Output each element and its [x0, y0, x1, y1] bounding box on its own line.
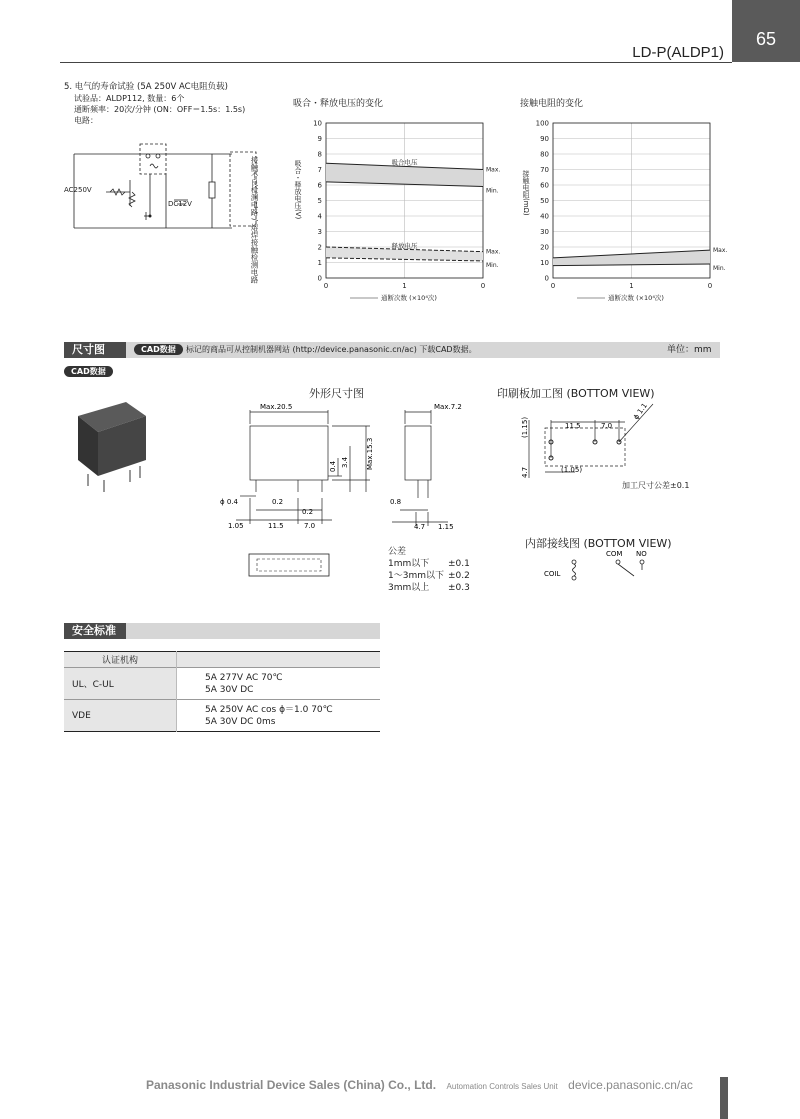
resistance-chart — [537, 115, 737, 305]
model-title: LD-P(ALDP1) — [632, 44, 724, 61]
safety-rating: 5A 30V DC 0ms — [205, 716, 276, 727]
min-label: Min. — [486, 187, 499, 195]
wiring-diagram — [540, 548, 670, 586]
tolerance-block — [388, 546, 470, 594]
y-tick-label: 50 — [540, 197, 549, 205]
y-tick-label: 0 — [544, 274, 549, 283]
safety-title: 安全标准 — [64, 623, 126, 639]
band-label: 吸合电压 — [391, 158, 418, 167]
coil-label: COIL — [544, 570, 561, 578]
life-test-frequency: 通断频率：20次/分钟 (ON：OFF＝1.5s：1.5s) — [74, 105, 246, 114]
page-number-tab — [732, 0, 800, 62]
pcb-dim-1-05: (1.05) — [561, 466, 583, 474]
ac-label: AC250V — [64, 186, 92, 194]
dim-max-20-5: Max.20.5 — [260, 403, 293, 411]
pcb-dim-1-15: (1.15) — [521, 416, 529, 438]
y-tick-label: 6 — [317, 181, 322, 190]
safety-rating: 5A 277V AC 70℃ — [205, 672, 283, 683]
dim-1-05: 1.05 — [228, 522, 244, 530]
band-label: 释放电压 — [391, 242, 418, 250]
voltage-chart-ylabel: 吸合・释放电压(V) — [294, 160, 302, 220]
y-tick-label: 20 — [540, 243, 549, 252]
y-tick-label: 60 — [540, 181, 549, 190]
x-axis-label: 通断次数 (×10⁴次) — [608, 294, 664, 302]
detector-label: 接触不良检测电路 / 熔焊接触检测电路 — [250, 156, 259, 284]
x-tick-label: 0 — [550, 282, 556, 290]
x-tick-label: 1 — [402, 282, 407, 290]
dim-0-8: 0.8 — [390, 498, 402, 506]
min-label: Min. — [713, 265, 726, 273]
resistance-chart-ylabel: 接触电阻(mΩ) — [522, 170, 530, 216]
outline-drawing — [220, 398, 470, 533]
pcb-dim-7-0: 7.0 — [601, 422, 613, 430]
life-test-title: 5. 电气的寿命试验 (5A 250V AC电阻负载) — [64, 82, 228, 92]
min-label: Min. — [486, 261, 499, 269]
tolerance-range: 1～3mm以下 — [388, 571, 444, 581]
y-tick-label: 5 — [317, 197, 322, 205]
pcb-drawing-title: 印刷板加工图 (BOTTOM VIEW) — [497, 387, 655, 400]
pcb-drawing — [515, 398, 675, 488]
pcb-hole-diameter: ϕ 1.1 — [632, 401, 649, 422]
tolerance-value: ±0.3 — [448, 583, 470, 593]
life-test-block — [64, 82, 245, 126]
cad-badge: CAD数据 — [134, 344, 183, 355]
no-label: NO — [636, 550, 647, 558]
y-tick-label: 9 — [317, 135, 322, 143]
safety-rating: 5A 250V AC cos ϕ＝1.0 70℃ — [205, 704, 333, 715]
life-test-circuit-label: 电路： — [74, 116, 98, 125]
x-tick-label: 0 — [707, 282, 713, 290]
y-tick-label: 90 — [540, 135, 549, 143]
header-divider — [60, 62, 732, 63]
y-tick-label: 8 — [317, 150, 322, 159]
tolerance-value: ±0.1 — [448, 559, 470, 569]
voltage-chart — [310, 115, 510, 305]
dim-4-7: 4.7 — [414, 523, 426, 531]
dim-3-4: 3.4 — [341, 456, 349, 468]
max-label: Max. — [486, 248, 501, 256]
y-tick-label: 30 — [540, 228, 549, 236]
life-test-sample: 试验品：ALDP112, 数量：6个 — [74, 94, 185, 103]
cad-badge-secondary: CAD数据 — [64, 366, 113, 377]
max-label: Max. — [713, 247, 728, 255]
y-tick-label: 10 — [540, 259, 549, 267]
dim-phi-0-4: ϕ 0.4 — [220, 498, 238, 506]
footer — [146, 1076, 693, 1094]
dim-11-5: 11.5 — [268, 522, 284, 530]
y-tick-label: 3 — [317, 228, 322, 236]
cad-note: 标记的商品可从控制机器网站 (http://device.panasonic.cn/ac) 下载CAD数据。 — [186, 345, 477, 354]
x-tick-label: 0 — [480, 282, 486, 290]
dim-0-4-vertical: 0.4 — [329, 460, 337, 472]
footer-company: Panasonic Industrial Device Sales (China) Co., Ltd. — [146, 1078, 437, 1092]
y-tick-label: 7 — [317, 166, 322, 174]
y-tick-label: 0 — [317, 274, 322, 283]
y-tick-label: 1 — [317, 259, 322, 267]
outline-drawing-title: 外形尺寸图 — [309, 387, 364, 400]
y-tick-label: 100 — [535, 119, 549, 128]
tolerance-range: 3mm以上 — [388, 583, 430, 593]
y-tick-label: 40 — [540, 212, 549, 221]
x-axis-label: 通断次数 (×10⁴次) — [381, 294, 437, 302]
safety-body: UL、C-UL — [64, 668, 177, 700]
max-label: Max. — [486, 166, 501, 174]
tolerance-value: ±0.2 — [448, 571, 470, 581]
safety-row — [64, 700, 380, 732]
tolerance-range: 1mm以下 — [388, 559, 430, 569]
y-tick-label: 80 — [540, 150, 549, 159]
dc-label: DC12V — [168, 200, 192, 208]
resistance-chart-title: 接触电阻的变化 — [520, 99, 584, 109]
tolerance-title: 公差 — [388, 547, 407, 557]
relay-photo — [74, 394, 174, 494]
y-tick-label: 4 — [317, 212, 322, 221]
footer-site: device.panasonic.cn/ac — [568, 1078, 693, 1092]
safety-row — [64, 668, 380, 700]
tolerance-row — [388, 570, 470, 582]
unit-label: 单位：mm — [667, 345, 712, 355]
pcb-dim-11-5: 11.5 — [565, 422, 581, 430]
safety-table — [64, 651, 380, 732]
safety-rating: 5A 30V DC — [205, 684, 254, 695]
y-tick-label: 2 — [317, 243, 322, 252]
bottom-outline-drawing — [245, 548, 335, 582]
safety-col-header: 认证机构 — [101, 656, 138, 666]
x-tick-label: 1 — [629, 282, 634, 290]
x-tick-label: 0 — [323, 282, 329, 290]
pcb-dim-4-7: 4.7 — [521, 466, 529, 478]
pcb-tolerance: 加工尺寸公差±0.1 — [622, 481, 690, 490]
dim-1-15: 1.15 — [438, 523, 454, 531]
voltage-chart-title: 吸合・释放电压的变化 — [293, 99, 384, 109]
dim-max-7-2: Max.7.2 — [434, 403, 462, 411]
safety-body: VDE — [64, 700, 177, 732]
dim-0-2-a: 0.2 — [272, 498, 284, 506]
dimensions-title: 尺寸图 — [64, 342, 126, 358]
dim-max-15-3: Max.15.3 — [366, 437, 374, 470]
tolerance-row — [388, 582, 470, 594]
dim-0-2-b: 0.2 — [302, 508, 314, 516]
footer-bar — [720, 1077, 728, 1119]
tolerance-row — [388, 558, 470, 570]
y-tick-label: 10 — [313, 119, 322, 128]
com-label: COM — [606, 550, 623, 558]
footer-unit: Automation Controls Sales Unit — [446, 1082, 558, 1091]
y-tick-label: 70 — [540, 166, 549, 174]
wiring-title: 内部接线图 (BOTTOM VIEW) — [525, 537, 672, 550]
page-number: 65 — [755, 29, 777, 49]
dim-7-0: 7.0 — [304, 522, 316, 530]
